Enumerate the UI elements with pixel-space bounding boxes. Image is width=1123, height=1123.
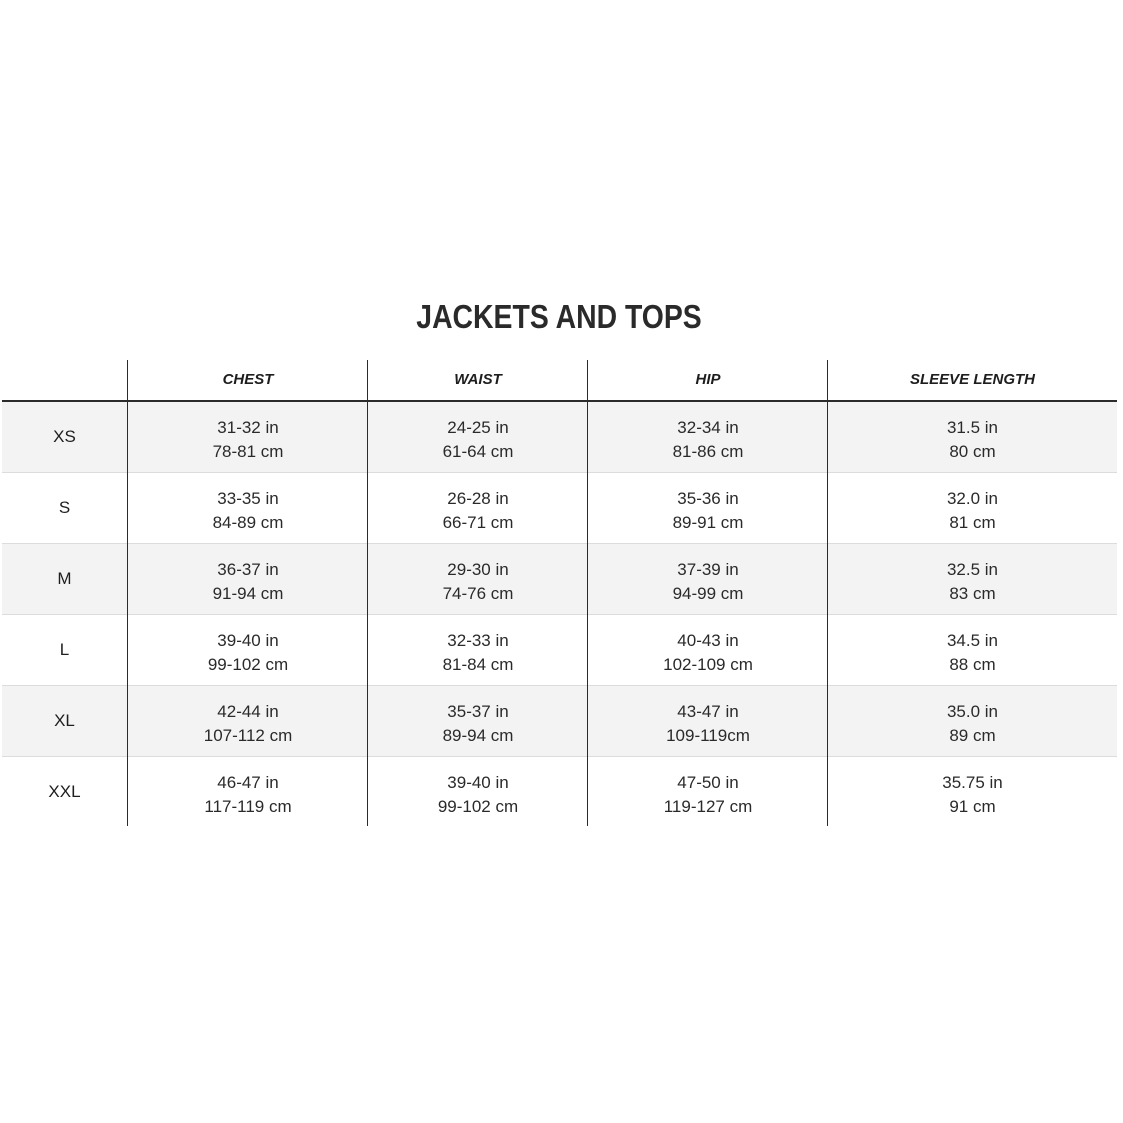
chest-cell: 42-44 in 107-112 cm (203, 702, 293, 745)
chest-cell: 33-35 in 84-89 cm (212, 489, 284, 532)
sleeve-cell: 31.5 in 80 cm (946, 418, 999, 461)
table-row (2, 686, 1117, 757)
hip-cell: 37-39 in 94-99 cm (672, 560, 744, 603)
hip-cell: 32-34 in 81-86 cm (672, 418, 744, 461)
table-header (2, 360, 1117, 402)
table-row (2, 402, 1117, 473)
column-divider (367, 360, 368, 826)
waist-cell: 24-25 in 61-64 cm (442, 418, 514, 461)
sleeve-cell: 34.5 in 88 cm (946, 631, 999, 674)
size-label: M (57, 569, 72, 588)
sleeve-cell: 32.0 in 81 cm (946, 489, 999, 532)
chest-cell: 31-32 in 78-81 cm (212, 418, 284, 461)
column-divider (127, 360, 128, 826)
table-row (2, 757, 1117, 827)
hip-cell: 43-47 in 109-119cm (666, 702, 750, 745)
waist-cell: 39-40 in 99-102 cm (437, 773, 519, 816)
size-label: L (59, 640, 70, 659)
column-header-sleeve-length: SLEEVE LENGTH (909, 371, 1036, 388)
column-header-hip: HIP (695, 371, 721, 388)
table-row (2, 473, 1117, 544)
column-divider (587, 360, 588, 826)
sleeve-cell: 35.0 in 89 cm (946, 702, 999, 745)
sleeve-cell: 35.75 in 91 cm (942, 773, 1003, 816)
size-label: XL (54, 711, 75, 730)
chest-cell: 36-37 in 91-94 cm (212, 560, 284, 603)
chest-cell: 46-47 in 117-119 cm (204, 773, 292, 816)
chest-cell: 39-40 in 99-102 cm (207, 631, 289, 674)
hip-cell: 35-36 in 89-91 cm (672, 489, 744, 532)
table-row (2, 544, 1117, 615)
waist-cell: 29-30 in 74-76 cm (442, 560, 514, 603)
size-label: XXL (48, 782, 81, 801)
sleeve-cell: 32.5 in 83 cm (946, 560, 999, 603)
size-label: S (58, 498, 71, 517)
size-label: XS (53, 427, 76, 446)
size-chart-table (2, 360, 1117, 827)
column-header-waist: WAIST (454, 371, 502, 388)
column-header-chest: CHEST (222, 371, 274, 388)
waist-cell: 26-28 in 66-71 cm (442, 489, 514, 532)
hip-cell: 40-43 in 102-109 cm (663, 631, 753, 674)
table-row (2, 615, 1117, 686)
waist-cell: 35-37 in 89-94 cm (442, 702, 514, 745)
waist-cell: 32-33 in 81-84 cm (442, 631, 514, 674)
column-divider (827, 360, 828, 826)
page-title: JACKETS AND TOPS (416, 298, 702, 335)
hip-cell: 47-50 in 119-127 cm (663, 773, 753, 816)
